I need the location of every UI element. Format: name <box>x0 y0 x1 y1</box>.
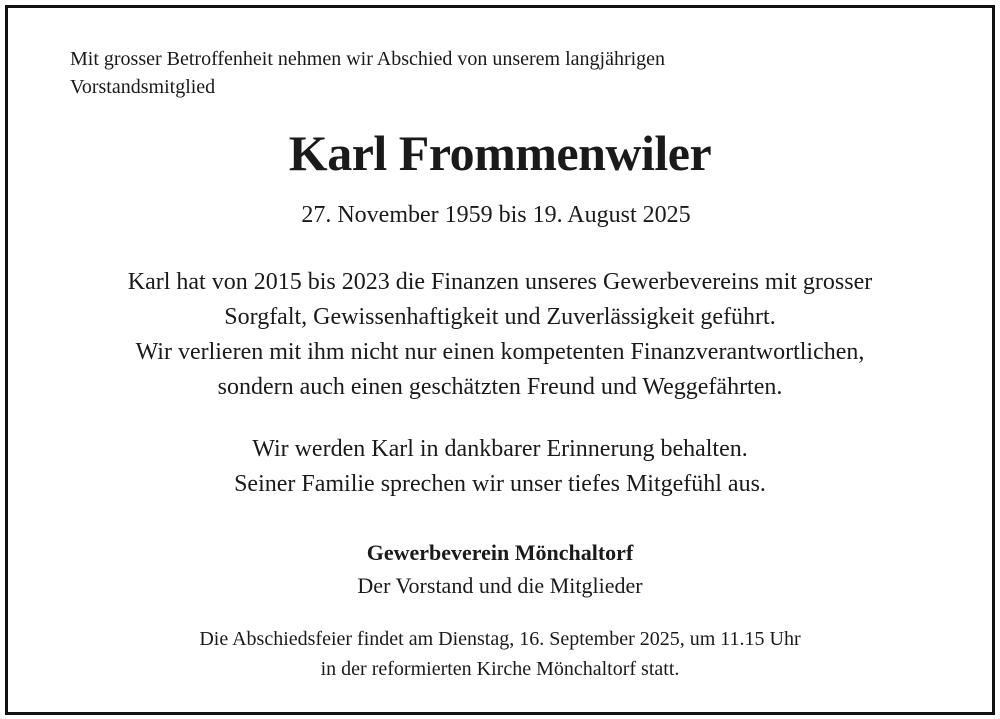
funeral-notice <box>8 624 992 684</box>
intro-line: Vorstandsmitglied <box>70 76 216 98</box>
life-dates: 27. November 1959 bis 19. August 2025 <box>301 202 691 228</box>
tribute-line: Karl hat von 2015 bis 2023 die Finanzen unseres Gewerbevereins mit grosser <box>127 269 873 295</box>
remembrance-line: Seiner Familie sprechen wir unser tiefes Mitgefühl aus. <box>234 471 766 497</box>
signatories: Der Vorstand und die Mitglieder <box>357 573 643 598</box>
intro-text <box>70 45 930 101</box>
remembrance-paragraph <box>8 432 992 502</box>
intro-line: Mit grosser Betroffenheit nehmen wir Abschied von unserem langjährigen <box>70 48 666 70</box>
tribute-line: Wir verlieren mit ihm nicht nur einen kompetenten Finanzverantwortlichen, <box>135 339 865 365</box>
tribute-line: Sorgfalt, Gewissenhaftigkeit und Zuverlässigkeit geführt. <box>224 304 776 330</box>
tribute-paragraph <box>8 265 992 405</box>
organization-name: Gewerbeverein Mönchaltorf <box>366 540 634 565</box>
deceased-name: Karl Frommenwiler <box>288 125 712 181</box>
obituary-frame <box>5 5 995 715</box>
remembrance-line: Wir werden Karl in dankbarer Erinnerung behalten. <box>252 436 748 462</box>
funeral-line: in der reformierten Kirche Mönchaltorf statt. <box>320 658 680 680</box>
funeral-line: Die Abschiedsfeier findet am Dienstag, 16. September 2025, um 11.15 Uhr <box>199 628 801 650</box>
tribute-line: sondern auch einen geschätzten Freund und Weggefährten. <box>217 374 783 400</box>
